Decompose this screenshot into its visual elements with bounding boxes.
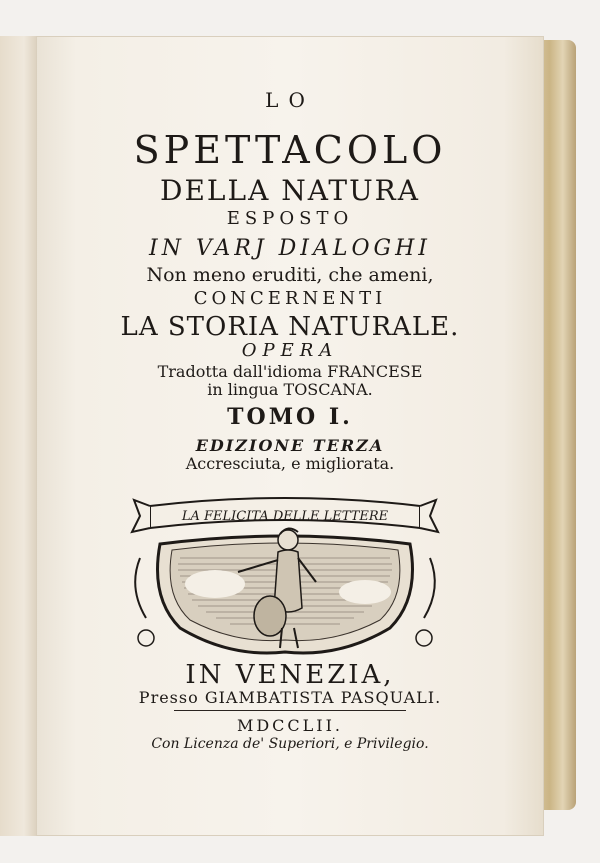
printer-device-vignette xyxy=(120,488,450,660)
line-tomo: TOMO I. xyxy=(227,404,353,430)
line-concernenti: CONCERNENTI xyxy=(193,288,387,309)
line-tradotta: Tradotta dall'idioma FRANCESE xyxy=(157,362,423,381)
line-opera: OPERA xyxy=(241,340,339,361)
line-venezia: IN VENEZIA, xyxy=(185,660,395,690)
line-varj-dialoghi: IN VARJ DIALOGHI xyxy=(149,236,431,261)
line-spettacolo: SPETTACOLO xyxy=(133,128,447,172)
line-storia-naturale: LA STORIA NATURALE. xyxy=(120,312,460,342)
line-della-natura: DELLA NATURA xyxy=(160,174,420,207)
line-presso: Presso GIAMBATISTA PASQUALI. xyxy=(138,688,442,707)
line-edizione: EDIZIONE TERZA xyxy=(195,436,385,455)
imprint-rule xyxy=(174,710,406,711)
line-licenza: Con Licenza de' Superiori, e Privilegio. xyxy=(151,736,429,752)
line-non-meno: Non meno eruditi, che ameni, xyxy=(146,264,434,286)
line-accresciuta: Accresciuta, e migliorata. xyxy=(185,454,395,473)
line-lo: LO xyxy=(265,88,315,112)
line-year: MDCCLII. xyxy=(236,716,344,735)
line-lingua: in lingua TOSCANA. xyxy=(207,380,373,399)
vignette-banner-text: LA FELICITA DELLE LETTERE xyxy=(181,509,389,524)
line-esposto: ESPOSTO xyxy=(226,208,354,229)
book-cover-edge xyxy=(0,36,41,836)
title-page xyxy=(36,36,544,836)
